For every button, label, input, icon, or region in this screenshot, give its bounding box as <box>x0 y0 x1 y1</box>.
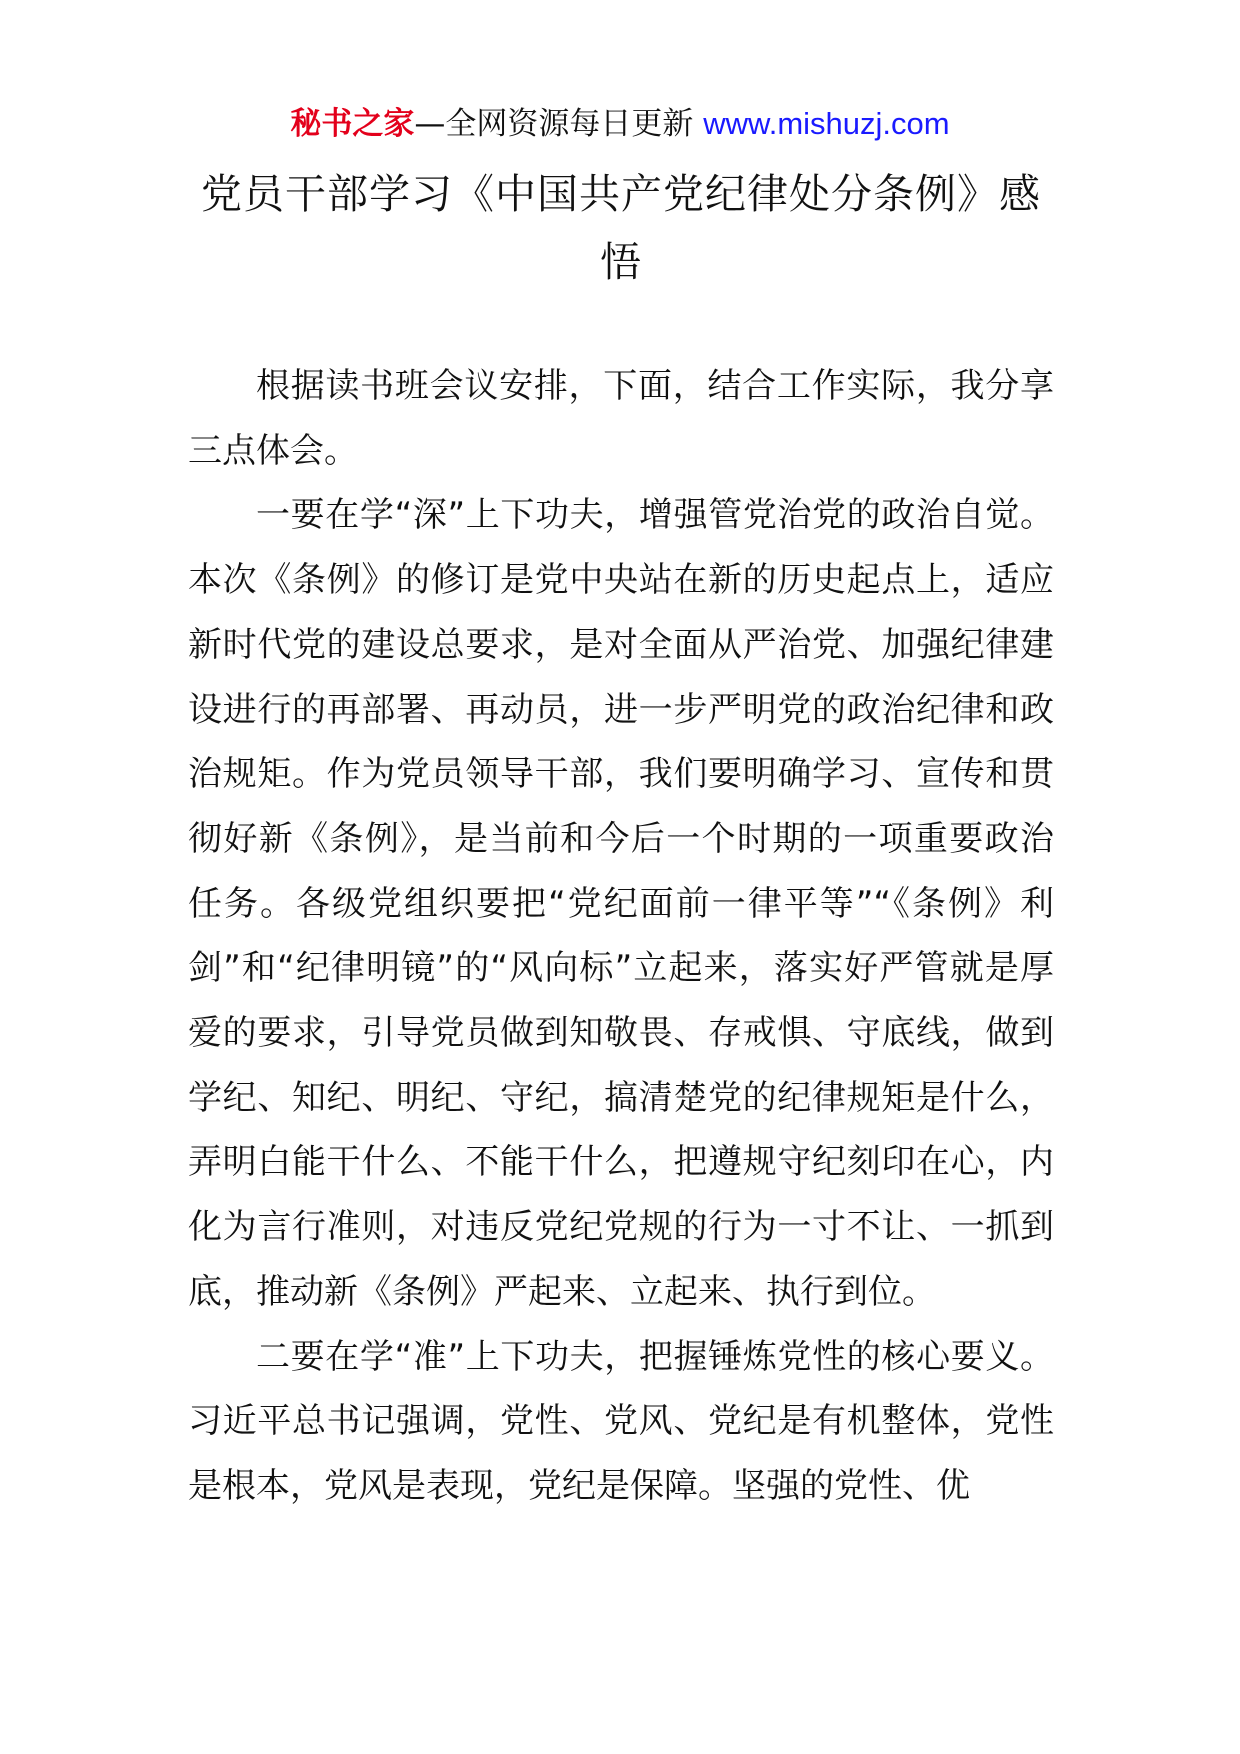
paragraph-intro: 根据读书班会议安排，下面，结合工作实际，我分享三点体会。 <box>188 366 1054 471</box>
document-body <box>188 354 1054 1519</box>
paragraph-point-one: 一要在学“深”上下功夫，增强管党治党的政治自觉。本次《条例》的修订是党中央站在新的历史起点上，适应新时代党的建设总要求，是对全面从严治党、加强纪律建设进行的再部署、再动员，进一步严明党的政治纪律和政治规矩。作为党员领导干部，我们要明确学习、宣传和贯彻好新《条例》，是当前和今后一个时期的一项重要政治任务。各级党组织要把“党纪面前一律平等”“《条例》利剑”和“纪律明镜”的“风向标”立起来，落实好严管就是厚爱的要求，引导党员做到知敬畏、存戒惧、守底线，做到学纪、知纪、明纪、守纪，搞清楚党的纪律规矩是什么，弄明白能干什么、不能干什么，把遵规守纪刻印在心，内化为言行准则，对违反党纪党规的行为一寸不让、一抓到底，推动新《条例》严起来、立起来、执行到位。 <box>188 495 1054 1312</box>
brand-name: 秘书之家 <box>290 106 415 142</box>
paragraph-point-two: 二要在学“准”上下功夫，把握锤炼党性的核心要义。习近平总书记强调，党性、党风、党纪是有机整体，党性是根本，党风是表现，党纪是保障。坚强的党性、优 <box>188 1336 1054 1506</box>
site-url-link[interactable]: www.mishuzj.com <box>703 106 950 141</box>
header-tagline: —全网资源每日更新 <box>414 106 704 142</box>
document-title: 党员干部学习《中国共产党纪律处分条例》感悟 <box>201 170 1041 286</box>
site-header <box>0 104 1240 144</box>
